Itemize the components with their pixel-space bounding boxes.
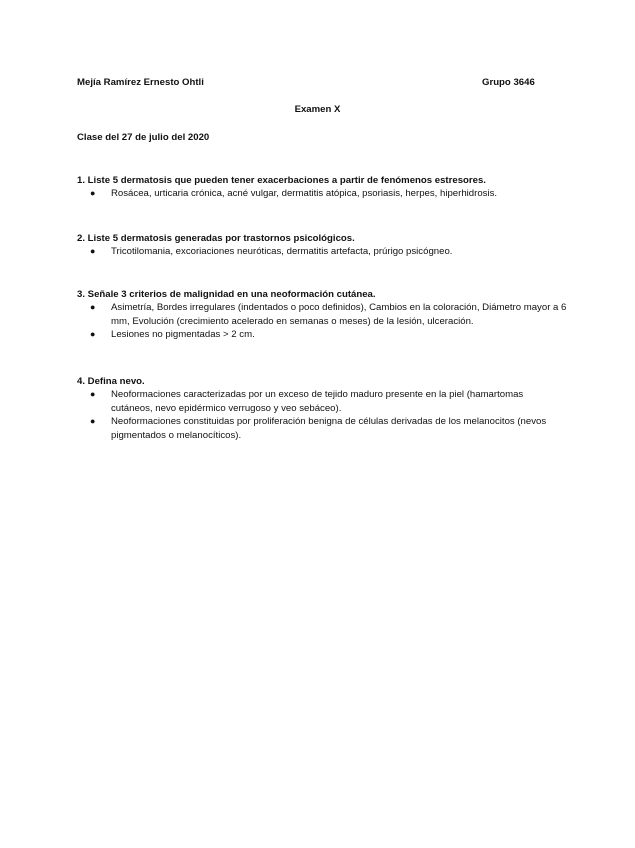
- answer-list: [77, 187, 567, 201]
- question-4: [77, 375, 567, 442]
- class-date: Clase del 27 de julio del 2020: [77, 132, 210, 143]
- answer-text: Rosácea, urticaria crónica, acné vulgar, dermatitis atópica, psoriasis, herpes, hiperhidrosis.: [111, 188, 498, 199]
- answer-item: [77, 301, 567, 328]
- document-title: Examen X: [294, 104, 341, 115]
- bullet-icon: ●: [90, 246, 96, 256]
- answer-text: Lesiones no pigmentadas > 2 cm.: [111, 329, 255, 340]
- bullet-icon: ●: [90, 389, 96, 399]
- answer-text: Tricotilomania, excoriaciones neuróticas, dermatitis artefacta, prúrigo psicógneo.: [111, 246, 453, 257]
- answer-text: Neoformaciones constituidas por proliferación benigna de células derivadas de los melanocitos (nevos pigmentados o melanocíticos).: [111, 416, 547, 441]
- question-title: 2. Liste 5 dermatosis generadas por trastornos psicológicos.: [77, 233, 355, 244]
- answer-item: [77, 187, 567, 201]
- question-title: 3. Señale 3 criterios de malignidad en una neoformación cutánea.: [77, 289, 376, 300]
- answer-list: [77, 301, 567, 342]
- question-2: [77, 232, 567, 259]
- answer-text: Neoformaciones caracterizadas por un exceso de tejido maduro presente en la piel (hamartomas cutáneos, nevo epidérmico verrugoso y veo sebáceo).: [111, 389, 524, 414]
- question-3: [77, 288, 567, 342]
- question-title: 1. Liste 5 dermatosis que pueden tener exacerbaciones a partir de fenómenos estresores.: [77, 175, 486, 186]
- student-name: Mejía Ramírez Ernesto Ohtli: [77, 77, 204, 88]
- bullet-icon: ●: [90, 188, 96, 198]
- answer-item: [77, 328, 567, 342]
- bullet-icon: ●: [90, 416, 96, 426]
- answer-item: [77, 415, 567, 442]
- answer-item: [77, 388, 567, 415]
- answer-list: [77, 388, 567, 442]
- answer-text: Asimetría, Bordes irregulares (indentados o poco definidos), Cambios en la coloración, Diámetro mayor a 6 mm, Evolución (crecimiento acelerado en semanas o meses) de la lesión, ulceración.: [111, 302, 567, 327]
- answer-list: [77, 245, 567, 259]
- question-title: 4. Defina nevo.: [77, 376, 145, 387]
- bullet-icon: ●: [90, 329, 96, 339]
- bullet-icon: ●: [90, 302, 96, 312]
- answer-item: [77, 245, 567, 259]
- group-number: Grupo 3646: [482, 77, 535, 88]
- question-1: [77, 174, 567, 201]
